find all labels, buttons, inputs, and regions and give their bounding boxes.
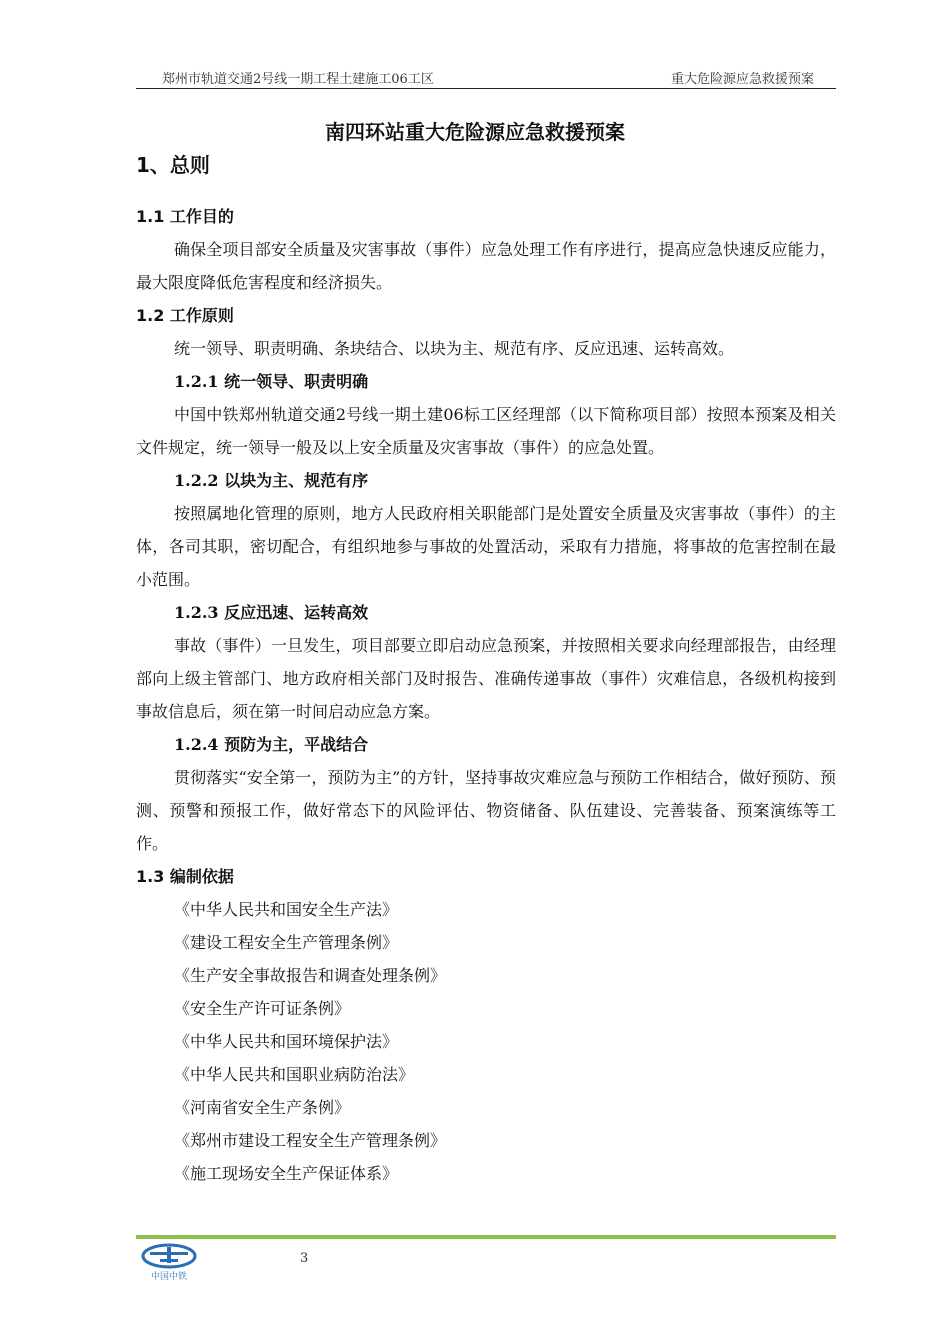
logo-text: 中国中铁 <box>150 1272 188 1282</box>
crec-logo <box>136 1243 202 1283</box>
section-1-2-1-paragraph: 中国中铁郑州轨道交通2号线一期土建06标工区经理部（以下简称项目部）按照本预案及相关文件规定，统一领导一般及以上安全质量及灾害事故（事件）的应急处置。 <box>136 405 836 457</box>
section-1-2-3-heading: 1.2.3 反应迅速、运转高效 <box>174 603 369 622</box>
page-number: 3 <box>300 1251 309 1266</box>
document-body <box>136 150 836 1190</box>
list-item: 《施工现场安全生产保证体系》 <box>174 1164 399 1183</box>
section-1-2-paragraph: 统一领导、职责明确、条块结合、以块为主、规范有序、反应迅速、运转高效。 <box>174 339 735 358</box>
section-1-1-paragraph: 确保全项目部安全质量及灾害事故（事件）应急处理工作有序进行，提高应急快速反应能力，最大限度降低危害程度和经济损失。 <box>136 240 836 292</box>
list-item: 《安全生产许可证条例》 <box>174 999 351 1018</box>
list-item: 《中华人民共和国环境保护法》 <box>174 1032 399 1051</box>
page-header <box>136 66 836 89</box>
list-item: 《生产安全事故报告和调查处理条例》 <box>174 966 447 985</box>
section-1-2-3-paragraph: 事故（事件）一旦发生，项目部要立即启动应急预案，并按照相关要求向经理部报告，由经理部向上级主管部门、地方政府相关部门及时报告、准确传递事故（事件）灾难信息，各级机构接到事故信息后，须在第一时间启动应急方案。 <box>136 636 836 721</box>
section-1-1-heading: 1.1 工作目的 <box>136 207 234 226</box>
document-title: 南四环站重大危险源应急救援预案 <box>325 120 625 144</box>
section-1-heading: 1、总则 <box>136 153 210 177</box>
section-1-2-1-heading: 1.2.1 统一领导、职责明确 <box>174 372 369 391</box>
list-item: 《河南省安全生产条例》 <box>174 1098 351 1117</box>
basis-list <box>136 893 836 1190</box>
list-item: 《建设工程安全生产管理条例》 <box>174 933 399 952</box>
section-1-2-4-heading: 1.2.4 预防为主，平战结合 <box>174 735 369 754</box>
footer-divider <box>136 1235 836 1239</box>
header-project-name: 郑州市轨道交通2号线一期工程土建施工06工区 <box>162 72 434 87</box>
list-item: 《中华人民共和国职业病防治法》 <box>174 1065 415 1084</box>
section-1-2-4-paragraph: 贯彻落实“安全第一，预防为主”的方针，坚持事故灾难应急与预防工作相结合，做好预防、预测、预警和预报工作，做好常态下的风险评估、物资储备、队伍建设、完善装备、预案演练等工作。 <box>136 768 836 853</box>
section-1-2-2-heading: 1.2.2 以块为主、规范有序 <box>174 471 369 490</box>
section-1-2-2-paragraph: 按照属地化管理的原则，地方人民政府相关职能部门是处置安全质量及灾害事故（事件）的主体，各司其职，密切配合，有组织地参与事故的处置活动，采取有力措施，将事故的危害控制在最小范围。 <box>136 504 836 589</box>
list-item: 《郑州市建设工程安全生产管理条例》 <box>174 1131 447 1150</box>
section-1-3-heading: 1.3 编制依据 <box>136 867 234 886</box>
list-item: 《中华人民共和国安全生产法》 <box>174 900 399 919</box>
header-document-name: 重大危险源应急救援预案 <box>670 72 814 87</box>
section-1-2-heading: 1.2 工作原则 <box>136 306 234 325</box>
